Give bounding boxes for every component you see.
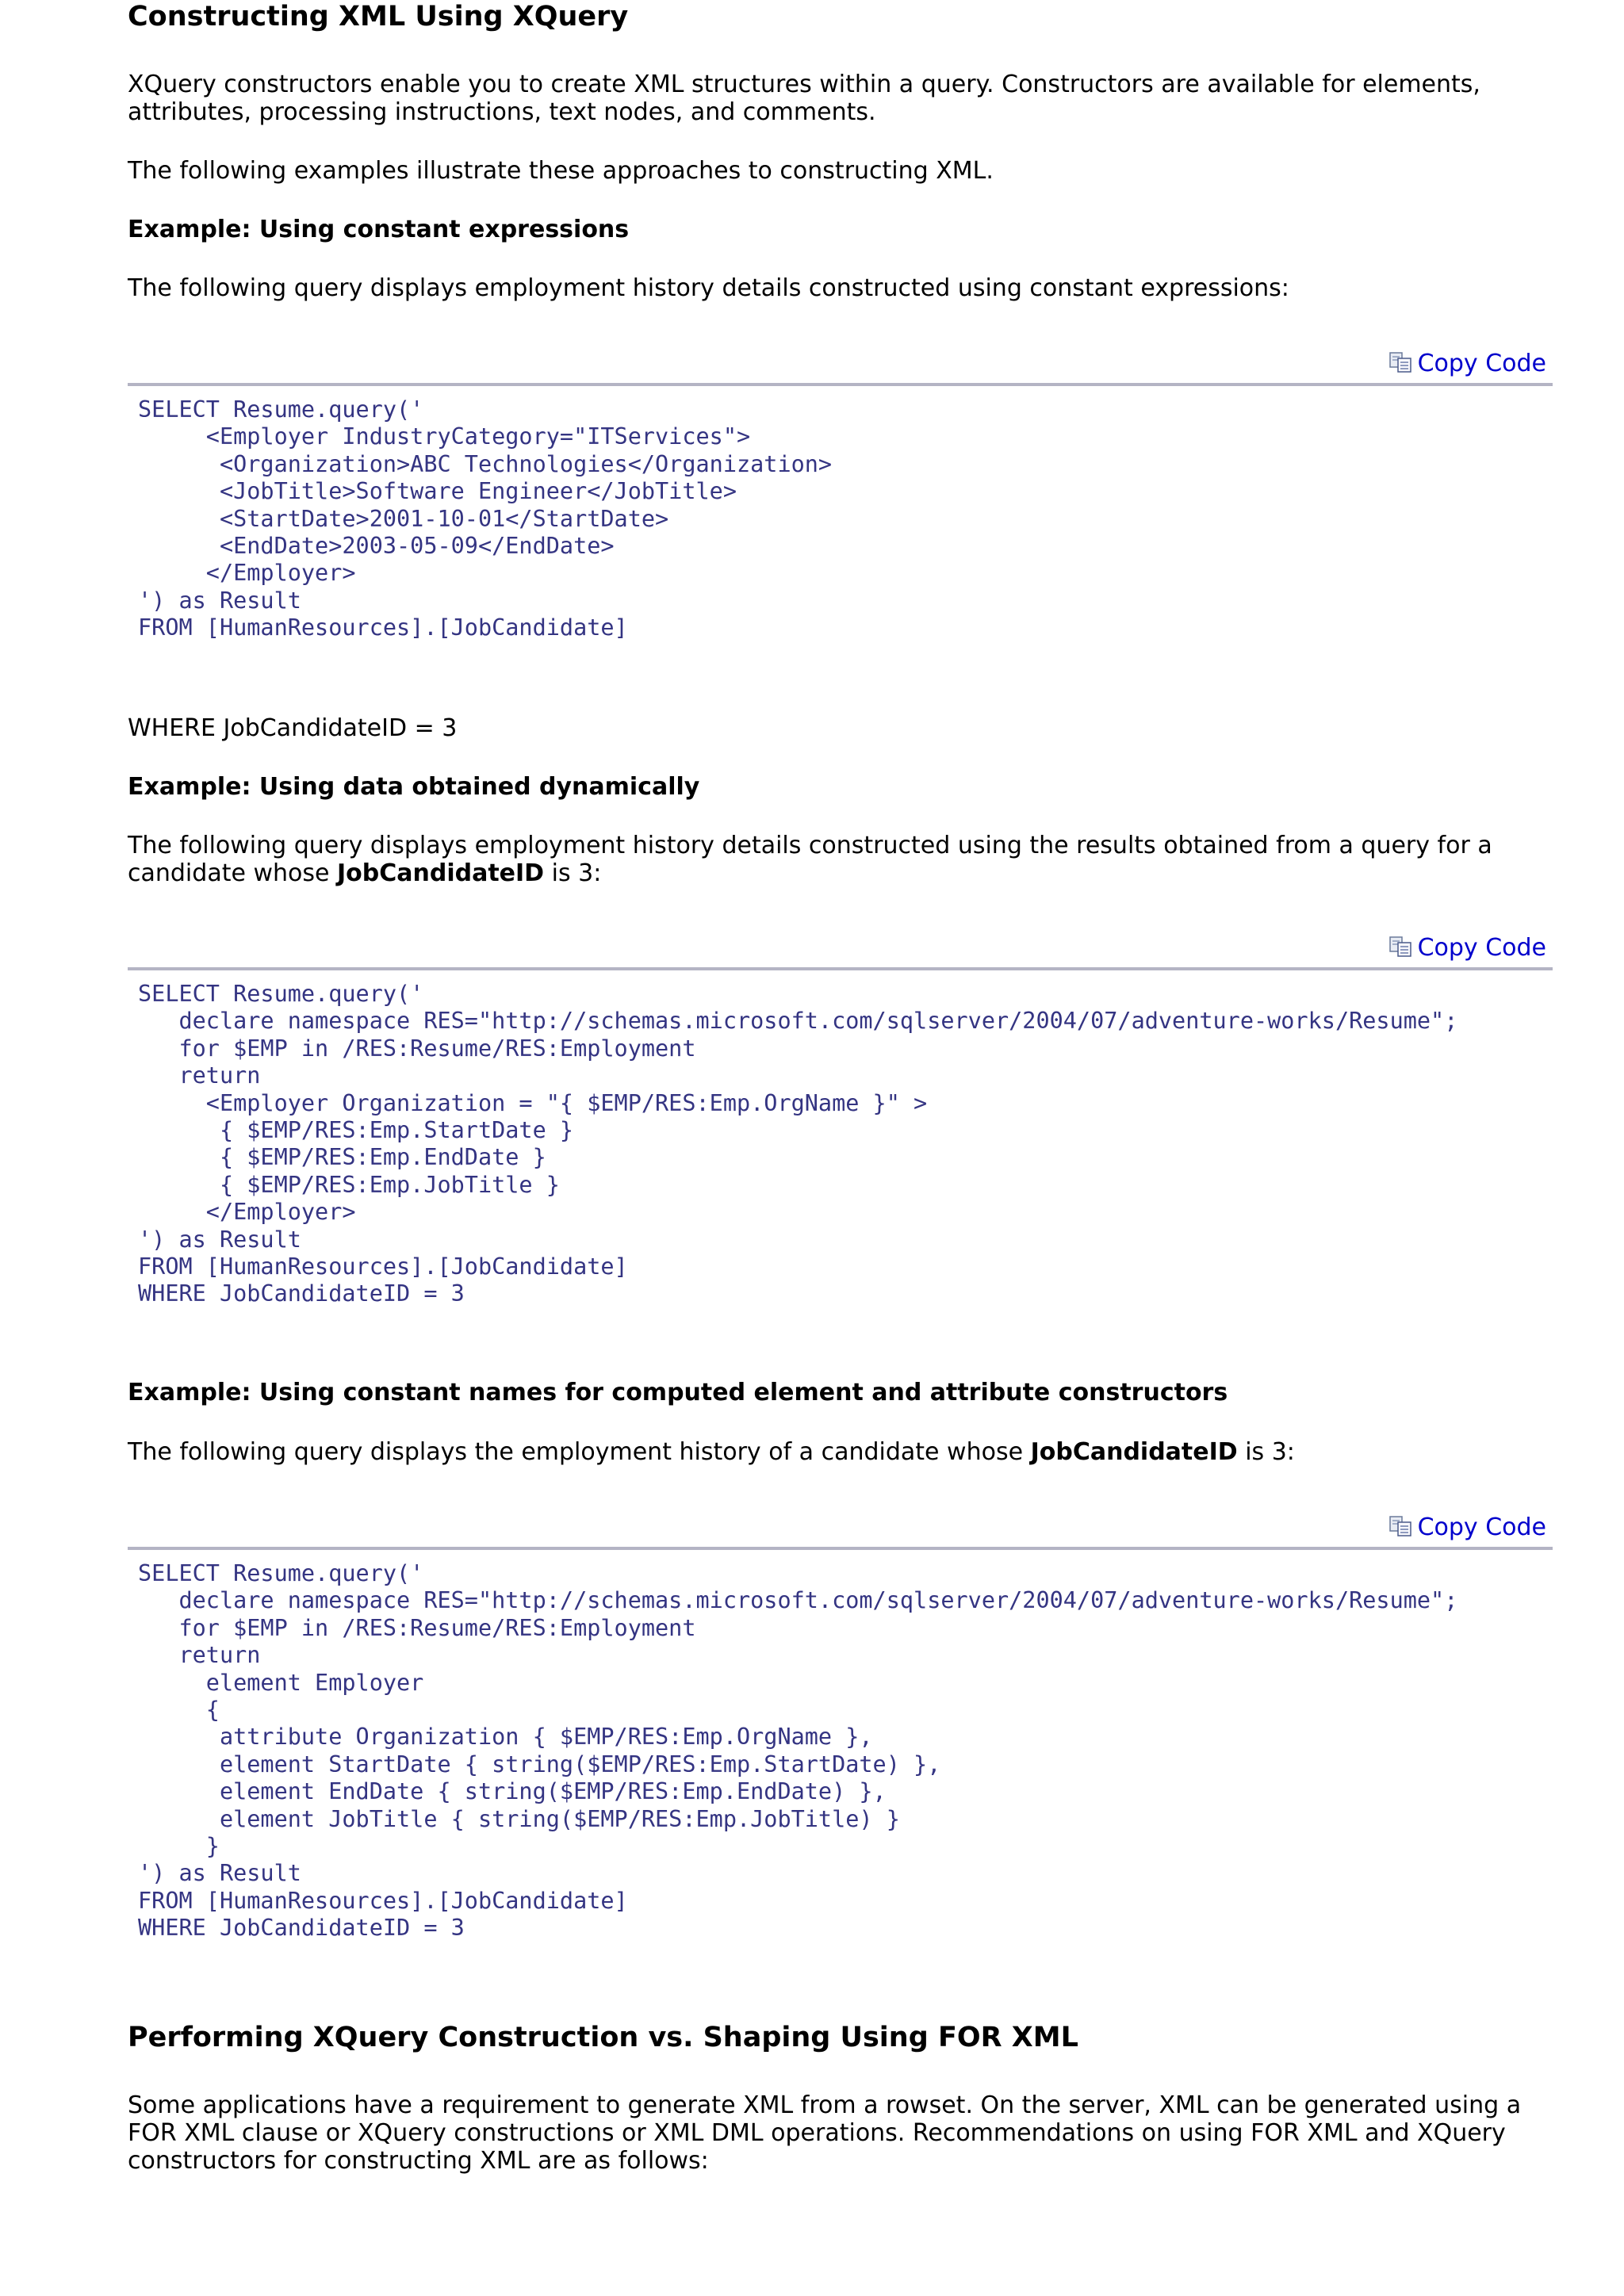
code-block-2-header — [128, 933, 1553, 965]
copy-icon — [1389, 936, 1413, 958]
example1-where-clause: WHERE JobCandidateID = 3 — [128, 714, 458, 742]
copy-code-label: Copy Code — [1417, 350, 1546, 377]
code-block-3-header — [128, 1513, 1553, 1544]
copy-icon — [1389, 351, 1413, 373]
code-block-3-rule — [128, 1547, 1553, 1550]
code-block-2-rule — [128, 967, 1553, 970]
section-title-constructing-xml: Constructing XML Using XQuery — [128, 1, 629, 33]
code-block-1-header — [128, 349, 1553, 381]
shaping-paragraph: Some applications have a requirement to generate XML from a rowset. On the server, XML can be generated using a FOR XML clause or XQuery constructions or XML DML operations. Recommendations on using FOR XML and XQuery constructors for constructing XML are as follows: — [128, 2091, 1522, 2175]
jobcandidateid-term: JobCandidateID — [336, 859, 545, 887]
intro-paragraph: XQuery constructors enable you to create XML structures within a query. Constructors are available for elements, attributes, processing instructions, text nodes, and comments. — [128, 71, 1480, 126]
copy-code-button[interactable] — [1389, 933, 1546, 963]
section-title-shaping: Performing XQuery Construction vs. Shaping Using FOR XML — [128, 2022, 1078, 2053]
example3-description: The following query displays the employment history of a candidate whose JobCandidateID is 3: — [128, 1438, 1295, 1466]
example1-description: The following query displays employment history details constructed using constant expressions: — [128, 274, 1289, 302]
code-block-3: SELECT Resume.query(' declare namespace RES="http://schemas.microsoft.com/sqlserver/2004/07/adventure-works/Resume"; for $EMP in /RES:Resume/RES:Employment return element Employer { attribute Organization { $EMP/RES:Emp.OrgName }, element StartDate { string($EMP/RES:Emp.StartDate) }, element EndDate { string($EMP/RES:Emp.EndDate) }, element JobTitle { string($EMP/RES:Emp.JobTitle) } } ') as Result FROM [HumanResources].[JobCandidate] WHERE JobCandidateID = 3 — [138, 1560, 1458, 1942]
example3-heading: Example: Using constant names for computed element and attribute constructors — [128, 1379, 1228, 1406]
approaches-paragraph: The following examples illustrate these approaches to constructing XML. — [128, 157, 994, 185]
copy-code-label: Copy Code — [1417, 934, 1546, 962]
code-block-1: SELECT Resume.query(' <Employer IndustryCategory="ITServices"> <Organization>ABC Technologies</Organization> <JobTitle>Software Engineer</JobTitle> <StartDate>2001-10-01</StartDate> <EndDate>2003-05-09</EndDate> </Employer> ') as Result FROM [HumanResources].[JobCandidate] — [138, 396, 833, 641]
copy-code-button[interactable] — [1389, 1513, 1546, 1543]
code-block-2: SELECT Resume.query(' declare namespace RES="http://schemas.microsoft.com/sqlserver/2004/07/adventure-works/Resume"; for $EMP in /RES:Resume/RES:Employment return <Employer Organization = "{ $EMP/RES:Emp.OrgName }" > { $EMP/RES:Emp.StartDate } { $EMP/RES:Emp.EndDate } { $EMP/RES:Emp.JobTitle } </Employer> ') as Result FROM [HumanResources].[JobCandidate] WHERE JobCandidateID = 3 — [138, 981, 1458, 1307]
example2-heading: Example: Using data obtained dynamically — [128, 773, 700, 801]
copy-code-button[interactable] — [1389, 349, 1546, 379]
jobcandidateid-term: JobCandidateID — [1030, 1438, 1238, 1466]
copy-code-label: Copy Code — [1417, 1513, 1546, 1541]
example2-description: The following query displays employment history details constructed using the results obtained from a query for a candidate whose JobCandidateID is 3: — [128, 832, 1492, 887]
example1-heading: Example: Using constant expressions — [128, 216, 630, 243]
copy-icon — [1389, 1515, 1413, 1537]
code-block-1-rule — [128, 383, 1553, 386]
